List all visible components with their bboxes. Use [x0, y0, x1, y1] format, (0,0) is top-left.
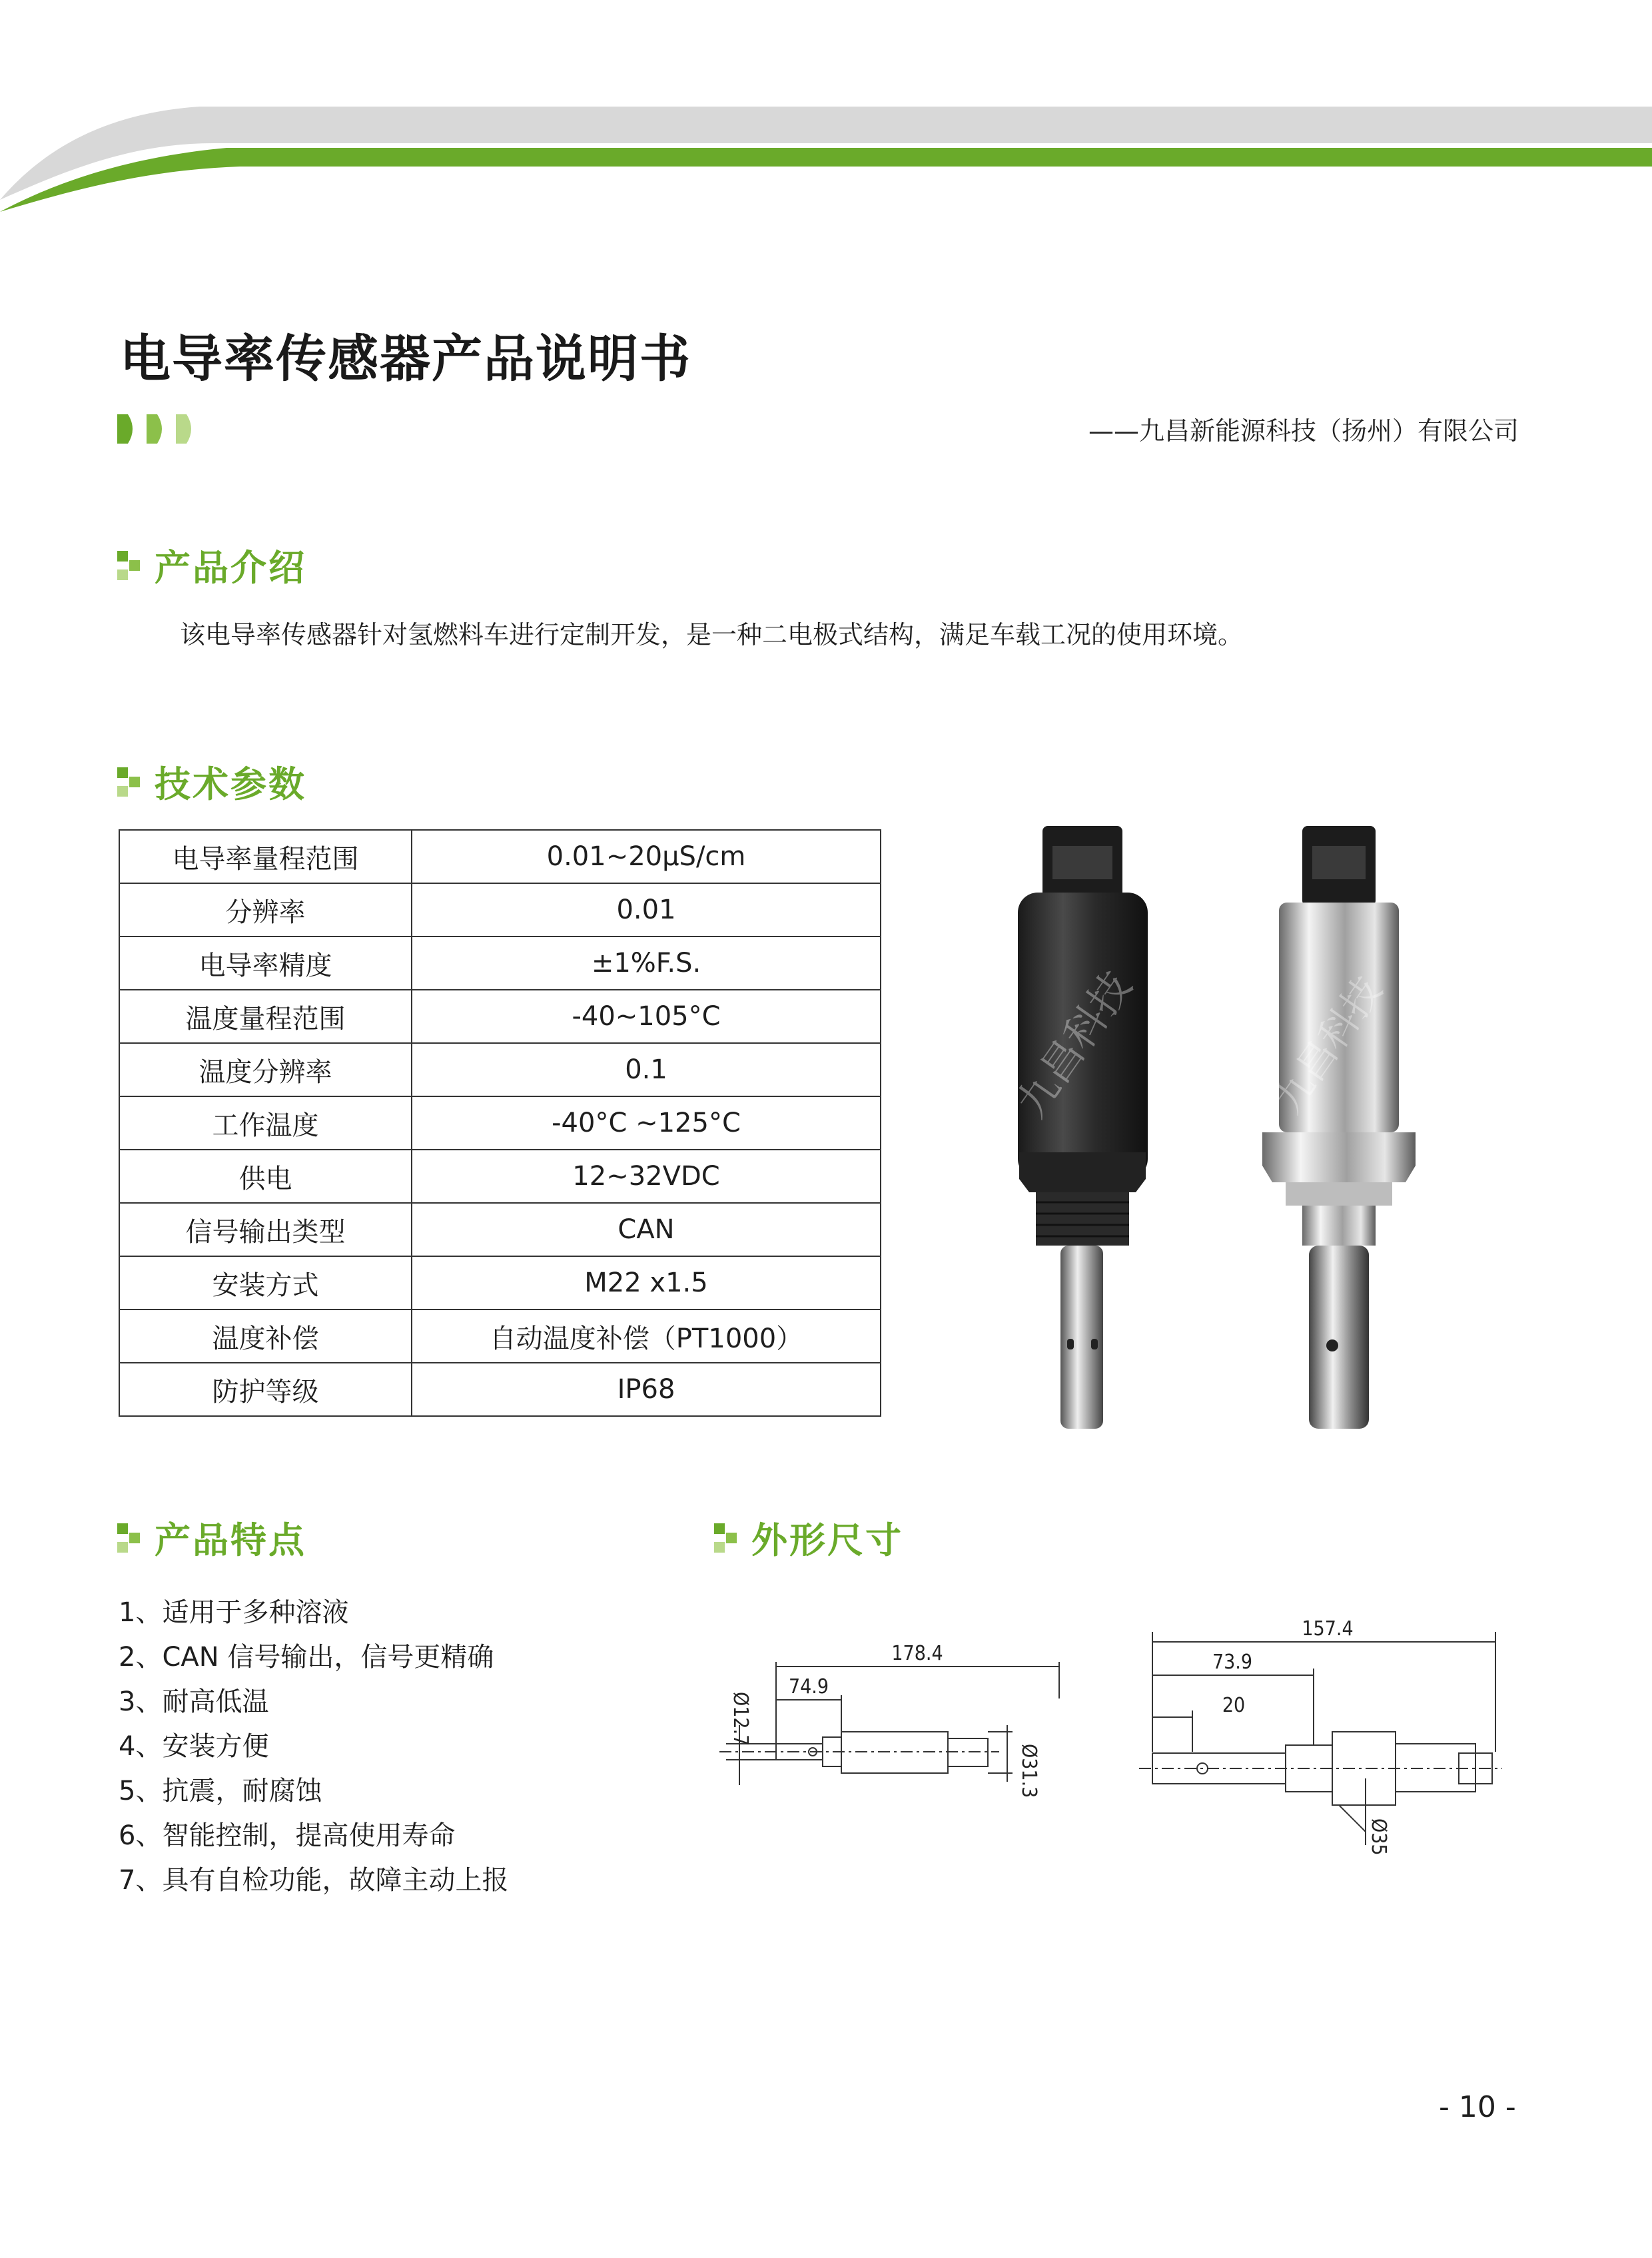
intro-paragraph: 该电导率传感器针对氢燃料车进行定制开发，是一种二电极式结构，满足车载工况的使用环境。: [180, 620, 1244, 649]
dim-b-short-label: [1222, 1694, 1245, 1717]
arrow-decoration-icon: [117, 413, 204, 445]
watermark-text: 九昌科技: [1007, 962, 1142, 1126]
page-title: 电导率传感器产品说明书: [120, 329, 691, 388]
dim-a-overall-label: [891, 1642, 943, 1665]
svg-text:74.9: 74.9: [788, 1675, 829, 1698]
dim-b-length-label: [1212, 1651, 1252, 1674]
list-item: 7、具有自检功能，故障主动上报: [119, 1865, 509, 1896]
list-item: 1、适用于多种溶液: [119, 1597, 349, 1628]
table-row: [119, 830, 881, 883]
company-name: ——九昌新能源科技（扬州）有限公司: [1088, 416, 1519, 446]
section-bullet-icon: [117, 766, 144, 798]
spec-key: 电导率量程范围: [119, 830, 412, 883]
spec-key: 供电: [119, 1150, 412, 1203]
section-heading-dimensions: [714, 1512, 903, 1563]
spec-value: CAN: [412, 1203, 881, 1256]
spec-key: 温度分辨率: [119, 1043, 412, 1096]
list-item: 3、耐高低温: [119, 1687, 269, 1717]
spec-value: 0.01~20μS/cm: [412, 830, 881, 883]
dimension-drawing-a: [719, 1625, 1112, 1825]
svg-text:Ø12.7: Ø12.7: [729, 1692, 752, 1746]
dim-b-overall-label: [1302, 1617, 1353, 1641]
list-item: 2、CAN 信号输出，信号更精确: [119, 1642, 494, 1673]
section-title: 技术参数: [155, 763, 306, 805]
table-row: [119, 1096, 881, 1150]
svg-text:73.9: 73.9: [1212, 1651, 1253, 1674]
section-heading-features: [117, 1512, 306, 1563]
spec-table: [119, 829, 881, 1417]
spec-value: -40°C ~125°C: [412, 1096, 881, 1150]
spec-key: 工作温度: [119, 1096, 412, 1150]
section-heading-intro: [117, 540, 306, 591]
table-row: [119, 1043, 881, 1096]
table-row: [119, 1363, 881, 1416]
spec-key: 防护等级: [119, 1363, 412, 1416]
table-row: [119, 1150, 881, 1203]
spec-key: 温度量程范围: [119, 990, 412, 1043]
svg-text:20: 20: [1222, 1694, 1246, 1717]
list-item: 6、智能控制，提高使用寿命: [119, 1820, 456, 1851]
spec-key: 安装方式: [119, 1256, 412, 1310]
dim-a-length-label: [789, 1675, 829, 1698]
section-title: 产品介绍: [155, 547, 306, 589]
list-item: 4、安装方便: [119, 1731, 269, 1762]
spec-key: 信号输出类型: [119, 1203, 412, 1256]
dimension-drawing-b: [1139, 1612, 1512, 1865]
spec-value: 0.01: [412, 883, 881, 937]
sensor-black-image: [986, 819, 1186, 1432]
spec-key: 温度补偿: [119, 1310, 412, 1363]
svg-text:178.4: 178.4: [891, 1642, 943, 1665]
section-title: 外形尺寸: [751, 1519, 903, 1561]
section-bullet-icon: [117, 1522, 144, 1554]
spec-key: 电导率精度: [119, 937, 412, 990]
spec-value: ±1%F.S.: [412, 937, 881, 990]
sensor-steel-image: [1252, 819, 1426, 1432]
spec-key: 分辨率: [119, 883, 412, 937]
section-bullet-icon: [714, 1522, 741, 1554]
spec-value: -40~105°C: [412, 990, 881, 1043]
spec-value: 0.1: [412, 1043, 881, 1096]
dim-a-diameter-left-label: [729, 1692, 752, 1746]
spec-value: M22 x1.5: [412, 1256, 881, 1310]
table-row: [119, 1310, 881, 1363]
table-row: [119, 883, 881, 937]
page-number: - 10 -: [1439, 2090, 1516, 2124]
spec-value: 12~32VDC: [412, 1150, 881, 1203]
spec-value: 自动温度补偿（PT1000）: [412, 1310, 881, 1363]
watermark-text: 九昌科技: [1265, 968, 1392, 1122]
table-row: [119, 1203, 881, 1256]
table-row: [119, 937, 881, 990]
svg-text:157.4: 157.4: [1302, 1617, 1354, 1641]
table-row: [119, 1256, 881, 1310]
dim-a-diameter-right-label: [1017, 1744, 1040, 1798]
section-bullet-icon: [117, 550, 144, 581]
section-heading-specs: [117, 756, 306, 807]
spec-value: IP68: [412, 1363, 881, 1416]
section-title: 产品特点: [155, 1519, 306, 1561]
list-item: 5、抗震，耐腐蚀: [119, 1776, 322, 1806]
svg-text:Ø35: Ø35: [1367, 1818, 1390, 1856]
header-wave-banner: [0, 0, 1652, 220]
table-row: [119, 990, 881, 1043]
svg-text:Ø31.3: Ø31.3: [1017, 1744, 1040, 1798]
feature-list: [119, 1591, 508, 1903]
dim-b-diameter-label: [1367, 1818, 1390, 1856]
